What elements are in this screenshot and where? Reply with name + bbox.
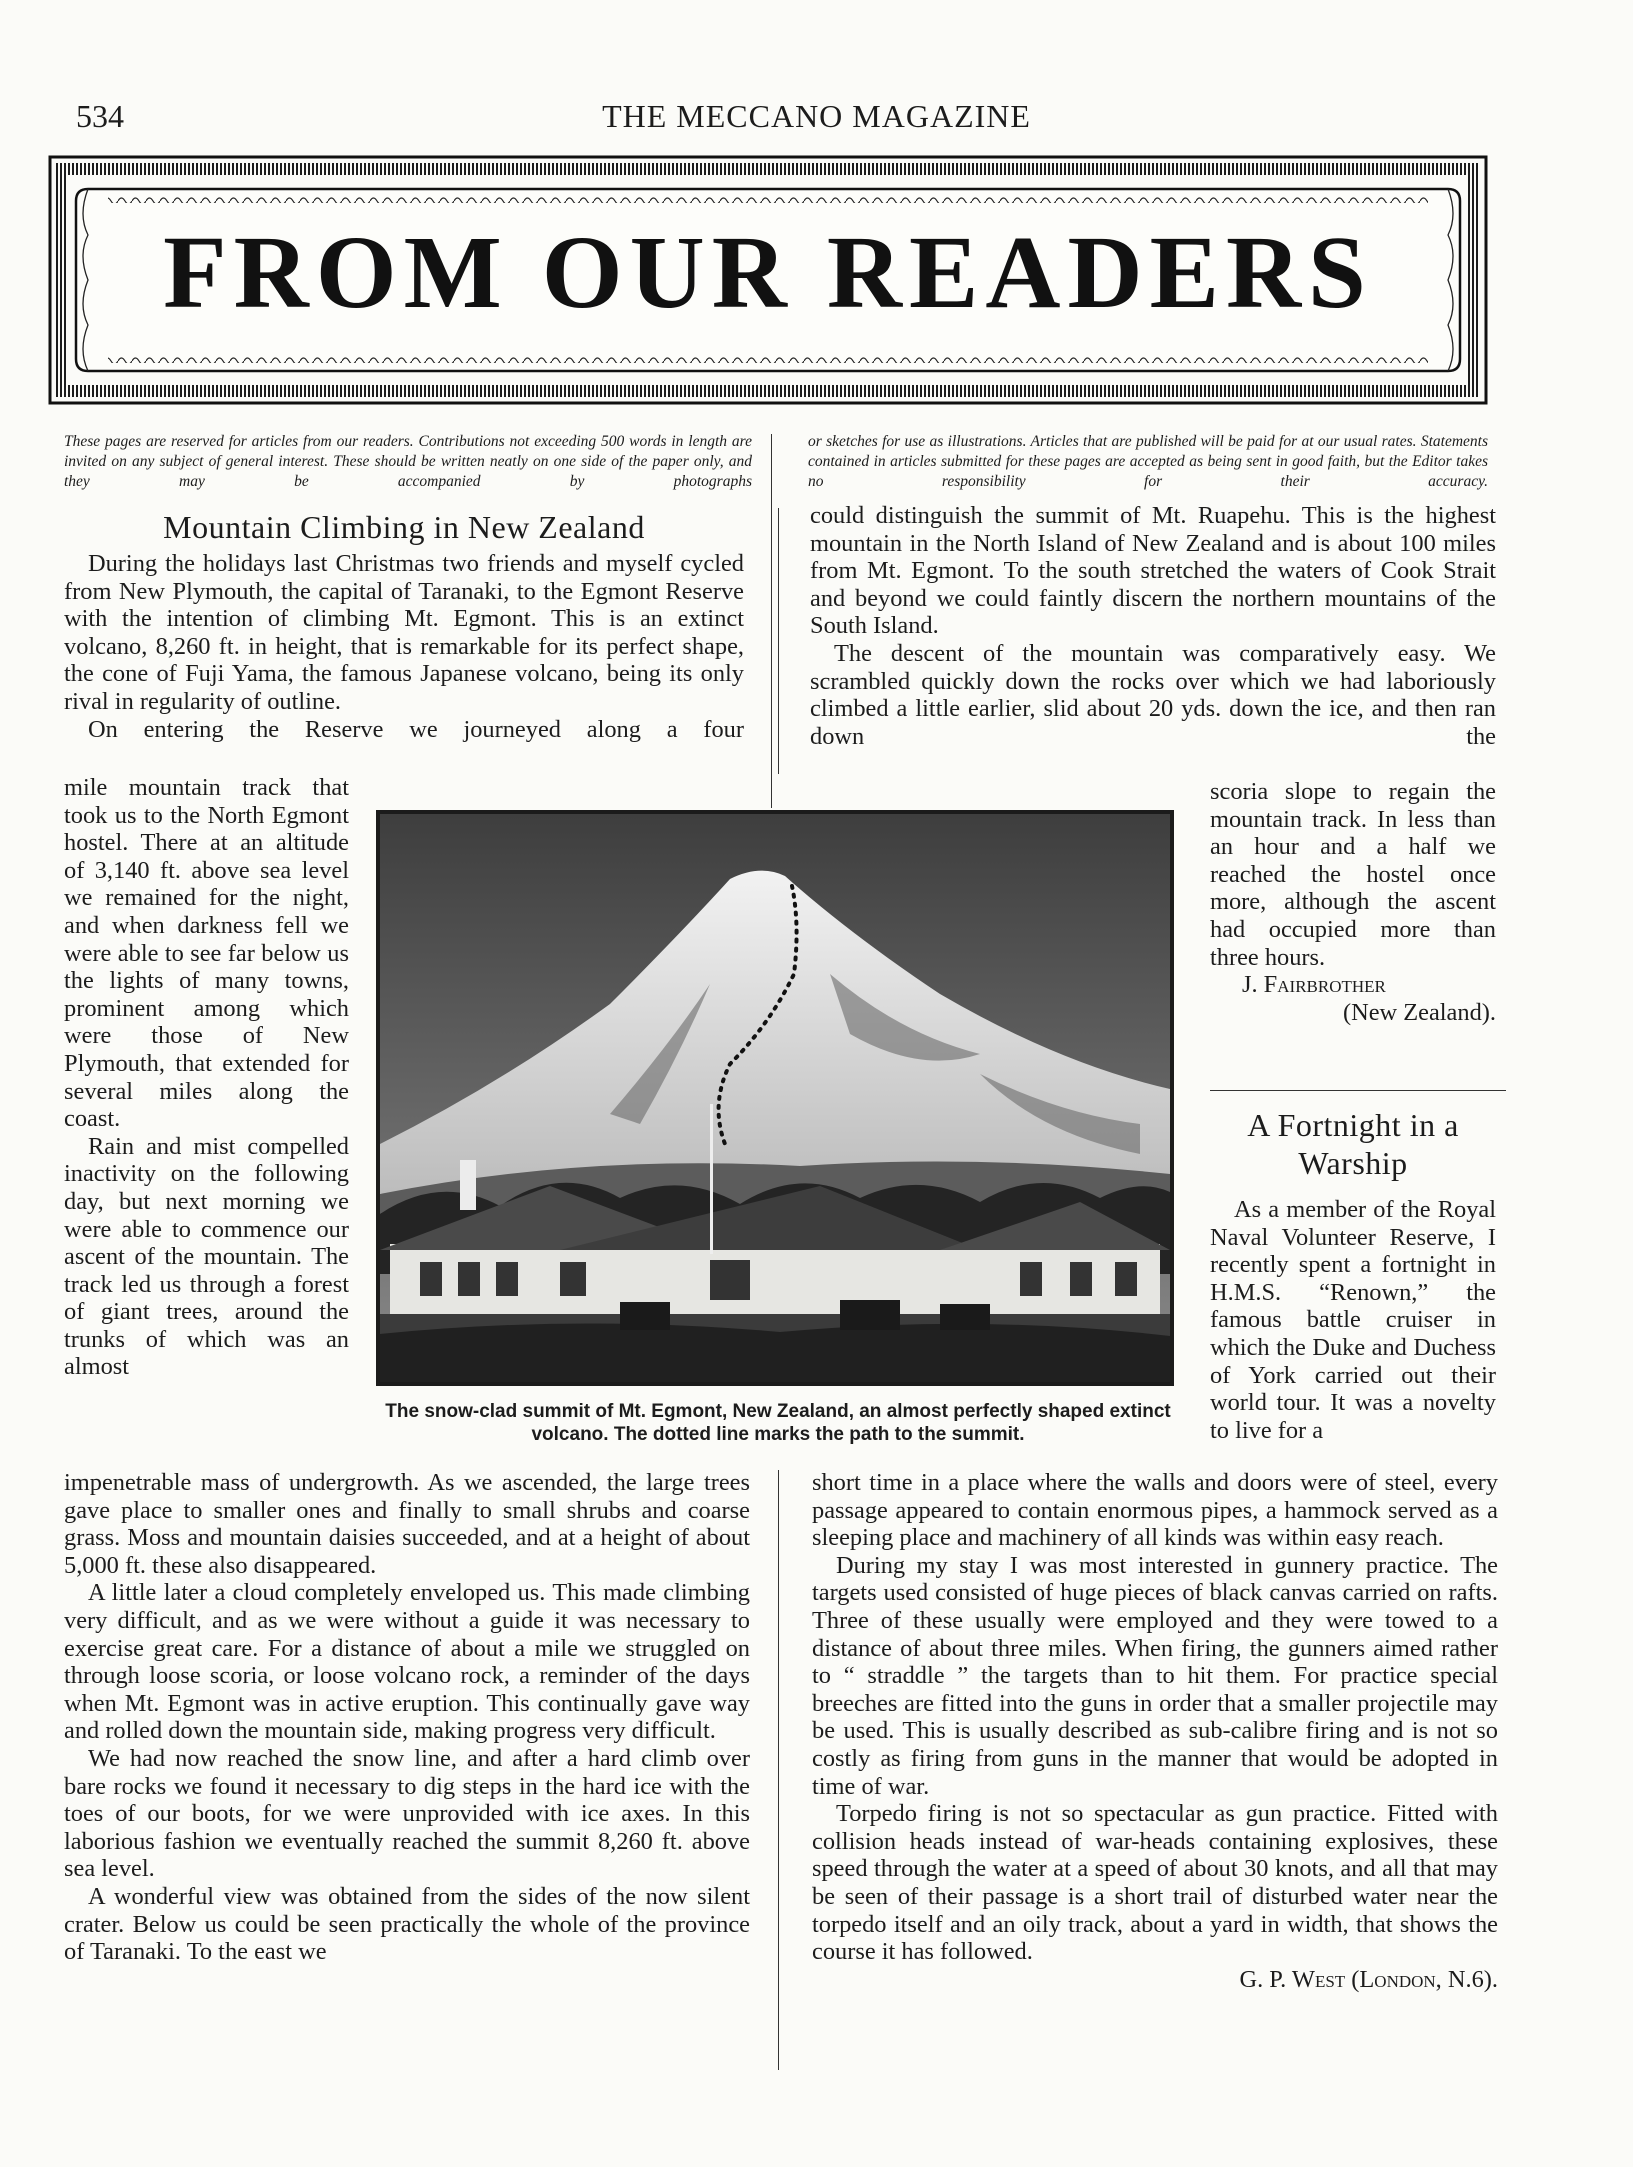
column-rule [778, 1470, 779, 2070]
paragraph: could distinguish the summit of Mt. Ruapehu. This is the highest mountain in the North Island of New Zealand and is about 100 miles from Mt. Egmont. To the south stretched the waters of Cook Strait and beyond we could faintly discern the northern mountains of the South Island. [810, 502, 1496, 640]
article1-left-bottom [64, 1469, 750, 1966]
paragraph: Rain and mist compelled inactivity on the following day, but next morning we were able to commence our ascent of the mountain. The track led us through a forest of giant trees, around the trunks of which was an almost [64, 1132, 349, 1381]
paragraph: short time in a place where the walls and doors were of steel, every passage appeared to contain enormous pipes, a hammock served as a sleeping place and machinery of all kinds was within easy reach. [812, 1469, 1498, 1552]
paragraph: Torpedo firing is not so spectacular as gun practice. Fitted with collision heads instead of war-heads containing explosives, these speed through the water at a speed of about 30 knots, and all that may be seen of their passage is a short trail of disturbed water near the torpedo itself and an oily track, about a yard in width, that shows the course it has followed. [812, 1800, 1498, 1966]
column-rule [771, 434, 772, 808]
paragraph: A little later a cloud completely enveloped us. This made climbing very difficult, and as we were without a guide it was necessary to exercise great care. For a distance of about a mile we struggled on through loose scoria, or loose volcano rock, a reminder of the days when Mt. Egmont was in active eruption. This continually gave way and rolled down the mountain side, making progress very difficult. [64, 1579, 750, 1745]
article-divider [1210, 1090, 1506, 1091]
paragraph: During my stay I was most interested in gunnery practice. The targets used consisted of huge pieces of black canvas carried on rafts. Three of these usually were employed and they were towed to a distance of about three miles. When firing, the gunners aimed rather to “ straddle ” the targets than to hit them. For practice special breeches are fitted into the guns in order that a smaller projectile may be used. This is usually described as sub-calibre firing and is not so costly as firing from guns in the manner that would be adopted in time of war. [812, 1551, 1498, 1800]
article2-bottom [812, 1469, 1498, 1993]
column-rule [778, 508, 779, 774]
article1-right-top [810, 502, 1496, 750]
article2-narrow [1210, 1106, 1496, 1444]
mt-egmont-photo [376, 810, 1174, 1386]
paragraph: A wonderful view was obtained from the sides of the now silent crater. Below us could be seen practically the whole of the province of Taranaki. To the east we [64, 1882, 750, 1966]
paragraph: The descent of the mountain was comparatively easy. We scrambled quickly down the rocks over which we had laboriously climbed a little earlier, slid about 20 yds. down the ice, and then ran down the [810, 639, 1496, 750]
banner-title: FROM OUR READERS [163, 215, 1373, 330]
paragraph: mile mountain track that took us to the North Egmont hostel. There at an altitude of 3,140 ft. above sea level we remained for the night, and when darkness fell we were able to see far below us the lights of many towns, prominent among which were those of New Plymouth, that extended for several miles along the coast. [64, 774, 349, 1133]
paragraph: During the holidays last Christmas two friends and myself cycled from New Plymouth, the capital of Taranaki, to the Egmont Reserve with the intention of climbing Mt. Egmont. This is an extinct volcano, 8,260 ft. in height, that is remarkable for its perfect shape, the cone of Fuji Yama, the famous Japanese volcano, being its only rival in regularity of outline. [64, 550, 744, 715]
photo-caption: The snow-clad summit of Mt. Egmont, New Zealand, an almost perfectly shaped extinct volcano. The dotted line marks the path to the summit. [385, 1401, 1171, 1445]
paragraph: scoria slope to regain the mountain track. In less than an hour and a half we reached the hostel once more, although the ascent had occupied more than three hours. [1210, 778, 1496, 971]
article1-left-narrow [64, 774, 349, 1381]
article2-author: G. P. West (London, N.6). [1239, 1965, 1498, 1993]
paragraph: We had now reached the snow line, and after a hard climb over bare rocks we found it necessary to dig steps in the hard ice with the toes of our boots, for we were unprovided with ice axes. In this laborious fashion we eventually reached the summit 8,260 ft. above sea level. [64, 1744, 750, 1883]
article1-location: (New Zealand). [1342, 998, 1496, 1026]
editorial-note-left: These pages are reserved for articles from our readers. Contributions not exceeding 500 words in length are invited on any subject of general interest. These should be written neatly on one side of the paper only, and they may be accompanied by photographs [64, 433, 752, 490]
article1-left-top [64, 508, 744, 743]
paragraph: As a member of the Royal Naval Volunteer Reserve, I recently spent a fortnight in H.M.S. “Renown,” the famous battle cruiser in which the Duke and Duchess of York carried out their world tour. It was a novelty to live for a [1210, 1196, 1496, 1444]
magazine-title: THE MECCANO MAGAZINE [602, 98, 1031, 134]
article1-right-narrow [1210, 778, 1496, 1026]
article2-title: A Fortnight in a Warship [1247, 1107, 1459, 1181]
photo-illustration [380, 814, 1170, 1382]
article1-author: J. Fairbrother [1242, 971, 1386, 999]
section-banner [48, 155, 1488, 405]
paragraph: impenetrable mass of undergrowth. As we ascended, the large trees gave place to smaller ones and finally to small shrubs and coarse grass. Moss and mountain daisies succeeded, and at a height of about 5,000 ft. these also disappeared. [64, 1469, 750, 1579]
editorial-note-right: or sketches for use as illustrations. Articles that are published will be paid for at our usual rates. Statements contained in articles submitted for these pages are accepted as being sent in good faith, but the Editor takes no responsibility for their accuracy. [808, 433, 1488, 490]
article1-title: Mountain Climbing in New Zealand [163, 509, 645, 545]
page-number: 534 [76, 98, 124, 134]
paragraph: On entering the Reserve we journeyed along a four [88, 715, 744, 743]
